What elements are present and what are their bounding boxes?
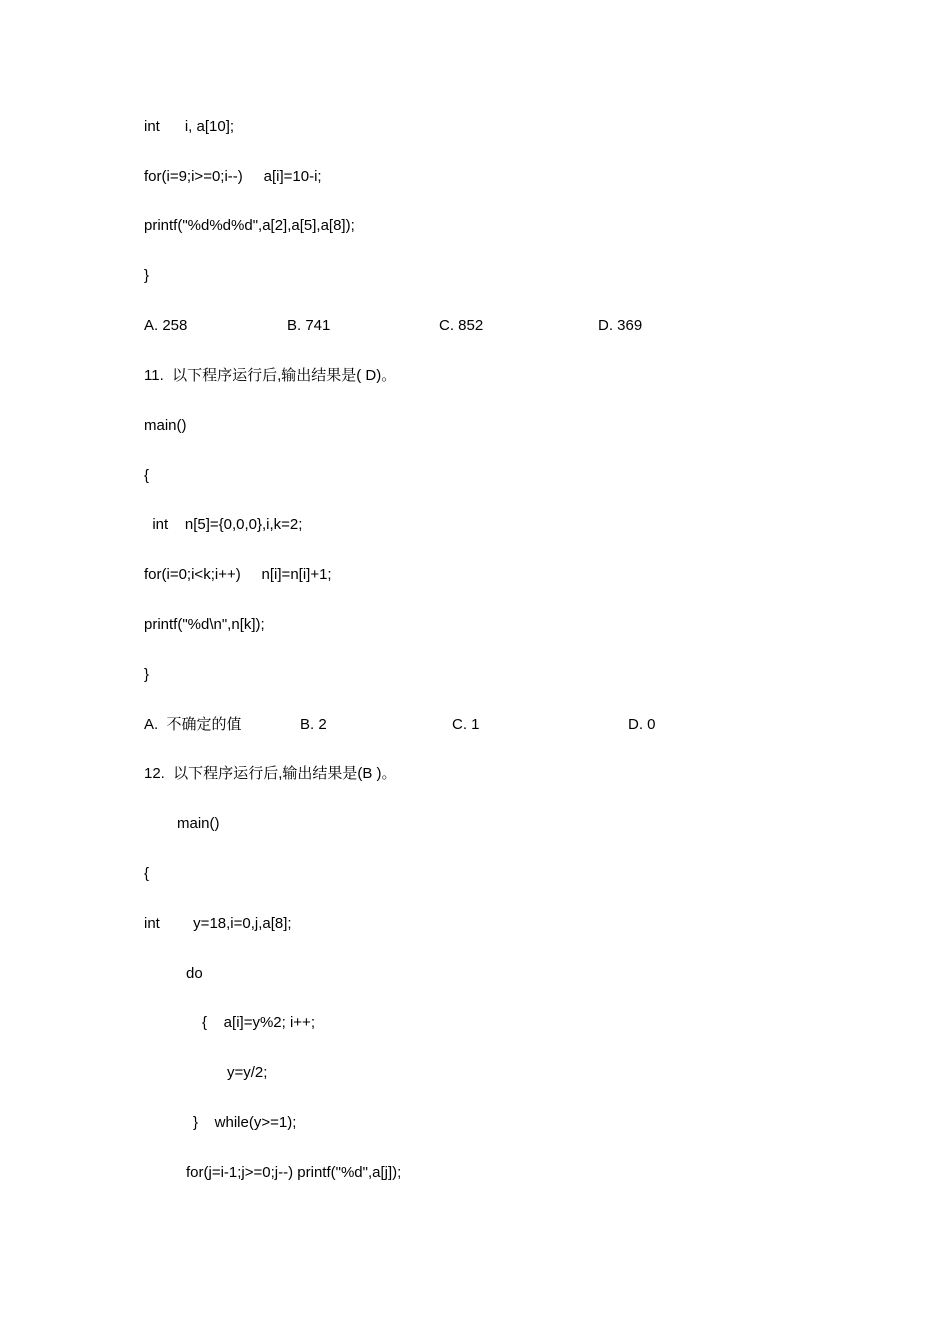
code-line: main(): [177, 815, 220, 832]
code-line: } while(y>=1);: [193, 1114, 297, 1131]
code-line: }: [144, 267, 150, 284]
code-line: main(): [144, 417, 187, 434]
code-line: printf("%d%d%d",a[2],a[5],a[8]);: [144, 217, 355, 234]
code-line: int y=18,i=0,j,a[8];: [144, 915, 292, 932]
option-d: D. 369: [598, 317, 643, 334]
option-c: C. 1: [452, 716, 480, 733]
option-a: A. 不确定的值: [144, 716, 242, 733]
code-line: for(i=0;i<k;i++) n[i]=n[i]+1;: [144, 566, 332, 583]
code-line: printf("%d\n",n[k]);: [144, 616, 265, 633]
code-line: for(j=i-1;j>=0;j--) printf("%d",a[j]);: [186, 1164, 402, 1181]
code-line: {: [144, 865, 150, 882]
question-11-text: 11. 以下程序运行后,输出结果是( D)。: [144, 367, 397, 384]
option-b: B. 2: [300, 716, 327, 733]
code-line: { a[i]=y%2; i++;: [202, 1014, 315, 1031]
code-line: do: [186, 965, 203, 982]
question-12-text: 12. 以下程序运行后,输出结果是(B )。: [144, 765, 397, 782]
option-b: B. 741: [287, 317, 331, 334]
code-line: int i, a[10];: [144, 118, 235, 135]
option-d: D. 0: [628, 716, 656, 733]
option-a: A. 258: [144, 317, 188, 334]
code-line: y=y/2;: [227, 1064, 268, 1081]
option-c: C. 852: [439, 317, 484, 334]
code-line: int n[5]={0,0,0},i,k=2;: [144, 516, 303, 533]
code-line: for(i=9;i>=0;i--) a[i]=10-i;: [144, 168, 322, 185]
code-line: {: [144, 467, 150, 484]
code-line: }: [144, 666, 150, 683]
